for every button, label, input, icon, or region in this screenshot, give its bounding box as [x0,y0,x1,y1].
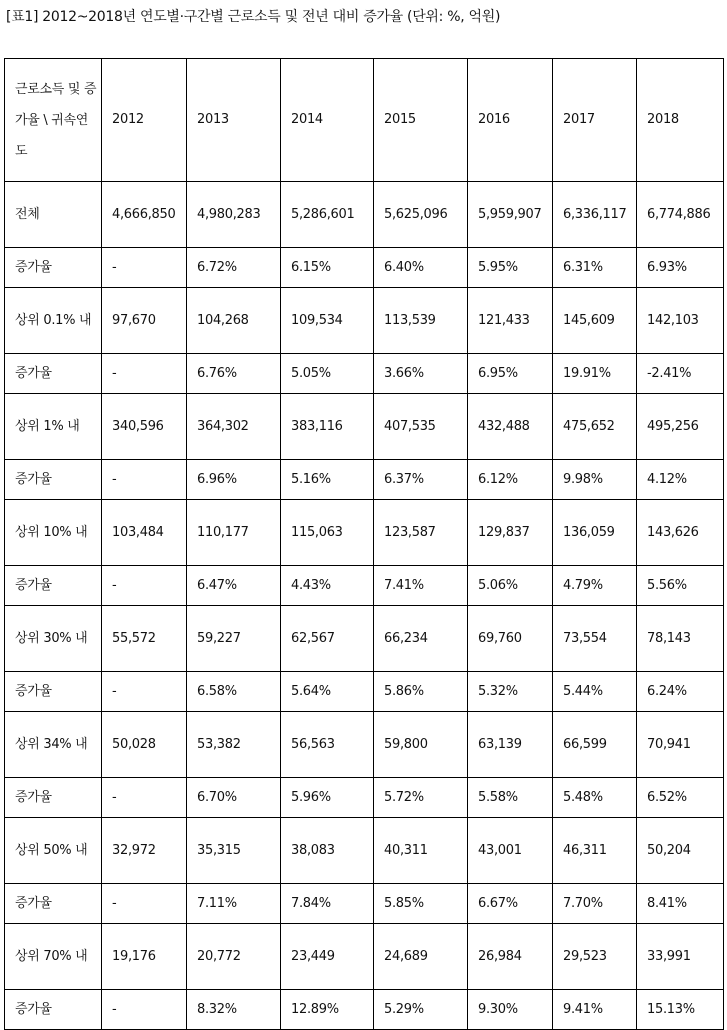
value-cell: 4.79% [553,566,637,606]
income-row [5,712,724,778]
value-cell: 6.58% [187,672,281,712]
value-cell: 6.96% [187,460,281,500]
growth-rate-row [5,672,724,712]
value-cell: 5.86% [374,672,468,712]
value-cell: 6.12% [468,460,553,500]
value-cell: 6.93% [637,248,724,288]
growth-rate-row [5,990,724,1030]
value-cell: 66,234 [374,606,468,672]
value-cell: 5.64% [281,672,374,712]
growth-rate-row [5,354,724,394]
row-label-cell: 상위 34% 내 [5,712,102,778]
value-cell: 364,302 [187,394,281,460]
income-row [5,606,724,672]
value-cell: -2.41% [637,354,724,394]
value-cell: 63,139 [468,712,553,778]
value-cell: 5.05% [281,354,374,394]
row-label-cell: 증가율 [5,566,102,606]
value-cell: 5.16% [281,460,374,500]
value-cell: 43,001 [468,818,553,884]
growth-rate-row [5,460,724,500]
value-cell: 113,539 [374,288,468,354]
value-cell: 407,535 [374,394,468,460]
year-header-cell: 2016 [468,59,553,182]
row-label-cell: 증가율 [5,990,102,1030]
value-cell: 5,959,907 [468,182,553,248]
value-cell: 340,596 [102,394,187,460]
value-cell: 495,256 [637,394,724,460]
value-cell: 109,534 [281,288,374,354]
table-caption: [표1] 2012~2018년 연도별·구간별 근로소득 및 전년 대비 증가율 (단위: %, 억원) [6,9,501,25]
value-cell: 97,670 [102,288,187,354]
value-cell: 19.91% [553,354,637,394]
value-cell: 4,666,850 [102,182,187,248]
value-cell: 5.95% [468,248,553,288]
value-cell: 9.41% [553,990,637,1030]
value-cell: 19,176 [102,924,187,990]
value-cell: 59,800 [374,712,468,778]
value-cell: 136,059 [553,500,637,566]
row-label-cell: 증가율 [5,778,102,818]
value-cell: 40,311 [374,818,468,884]
value-cell: 38,083 [281,818,374,884]
value-cell: 5.06% [468,566,553,606]
growth-rate-row [5,248,724,288]
year-header-cell: 2013 [187,59,281,182]
row-label-cell: 상위 50% 내 [5,818,102,884]
value-cell: 3.66% [374,354,468,394]
value-cell: 8.41% [637,884,724,924]
value-cell: 121,433 [468,288,553,354]
value-cell: 6.47% [187,566,281,606]
year-header-cell: 2014 [281,59,374,182]
value-cell: 69,760 [468,606,553,672]
value-cell: 50,028 [102,712,187,778]
value-cell: 29,523 [553,924,637,990]
row-label-cell: 증가율 [5,672,102,712]
value-cell: 6.95% [468,354,553,394]
income-row [5,288,724,354]
income-row [5,394,724,460]
value-cell: 5,286,601 [281,182,374,248]
value-cell: 32,972 [102,818,187,884]
growth-rate-row [5,566,724,606]
value-cell: 5.56% [637,566,724,606]
value-cell: 123,587 [374,500,468,566]
value-cell: 6.31% [553,248,637,288]
row-label-cell: 상위 1% 내 [5,394,102,460]
value-cell: 56,563 [281,712,374,778]
value-cell: 129,837 [468,500,553,566]
value-cell: 5.29% [374,990,468,1030]
income-table [4,58,724,1030]
value-cell: 432,488 [468,394,553,460]
corner-header-cell: 근로소득 및 증가율 \ 귀속연도 [5,59,102,182]
value-cell: 6.70% [187,778,281,818]
value-cell: 9.30% [468,990,553,1030]
value-cell: - [102,672,187,712]
value-cell: 4.12% [637,460,724,500]
value-cell: 8.32% [187,990,281,1030]
value-cell: 5.44% [553,672,637,712]
value-cell: 24,689 [374,924,468,990]
value-cell: 4,980,283 [187,182,281,248]
value-cell: 66,599 [553,712,637,778]
value-cell: 6.72% [187,248,281,288]
row-label-cell: 증가율 [5,354,102,394]
value-cell: 5.58% [468,778,553,818]
value-cell: 103,484 [102,500,187,566]
value-cell: 7.11% [187,884,281,924]
value-cell: 6.52% [637,778,724,818]
value-cell: 6,774,886 [637,182,724,248]
value-cell: 7.41% [374,566,468,606]
row-label-cell: 증가율 [5,884,102,924]
value-cell: 4.43% [281,566,374,606]
value-cell: 20,772 [187,924,281,990]
row-label-cell: 상위 30% 내 [5,606,102,672]
value-cell: 5,625,096 [374,182,468,248]
value-cell: 383,116 [281,394,374,460]
value-cell: 5.48% [553,778,637,818]
value-cell: 6.76% [187,354,281,394]
value-cell: 6,336,117 [553,182,637,248]
value-cell: 70,941 [637,712,724,778]
value-cell: 78,143 [637,606,724,672]
value-cell: - [102,460,187,500]
value-cell: 26,984 [468,924,553,990]
value-cell: 7.70% [553,884,637,924]
income-row [5,500,724,566]
header-row [5,59,724,182]
row-label-cell: 증가율 [5,248,102,288]
value-cell: 50,204 [637,818,724,884]
value-cell: - [102,778,187,818]
value-cell: 59,227 [187,606,281,672]
value-cell: - [102,354,187,394]
value-cell: 35,315 [187,818,281,884]
value-cell: 9.98% [553,460,637,500]
value-cell: 6.40% [374,248,468,288]
value-cell: 5.85% [374,884,468,924]
value-cell: 6.37% [374,460,468,500]
value-cell: 6.67% [468,884,553,924]
value-cell: 23,449 [281,924,374,990]
year-header-cell: 2012 [102,59,187,182]
value-cell: 6.15% [281,248,374,288]
value-cell: - [102,248,187,288]
value-cell: 6.24% [637,672,724,712]
value-cell: 73,554 [553,606,637,672]
value-cell: 53,382 [187,712,281,778]
income-row [5,818,724,884]
value-cell: 5.72% [374,778,468,818]
value-cell: 55,572 [102,606,187,672]
value-cell: 7.84% [281,884,374,924]
value-cell: 104,268 [187,288,281,354]
value-cell: 62,567 [281,606,374,672]
value-cell: 15.13% [637,990,724,1030]
row-label-cell: 증가율 [5,460,102,500]
value-cell: - [102,990,187,1030]
growth-rate-row [5,778,724,818]
value-cell: 12.89% [281,990,374,1030]
value-cell: 475,652 [553,394,637,460]
year-header-cell: 2018 [637,59,724,182]
row-label-cell: 상위 0.1% 내 [5,288,102,354]
value-cell: 143,626 [637,500,724,566]
value-cell: 33,991 [637,924,724,990]
table-body [5,59,724,1030]
row-label-cell: 상위 10% 내 [5,500,102,566]
value-cell: 5.96% [281,778,374,818]
income-row [5,182,724,248]
row-label-cell: 전체 [5,182,102,248]
year-header-cell: 2015 [374,59,468,182]
value-cell: 145,609 [553,288,637,354]
value-cell: 115,063 [281,500,374,566]
value-cell: 142,103 [637,288,724,354]
year-header-cell: 2017 [553,59,637,182]
value-cell: - [102,566,187,606]
value-cell: 5.32% [468,672,553,712]
income-row [5,924,724,990]
row-label-cell: 상위 70% 내 [5,924,102,990]
value-cell: 46,311 [553,818,637,884]
value-cell: - [102,884,187,924]
growth-rate-row [5,884,724,924]
value-cell: 110,177 [187,500,281,566]
